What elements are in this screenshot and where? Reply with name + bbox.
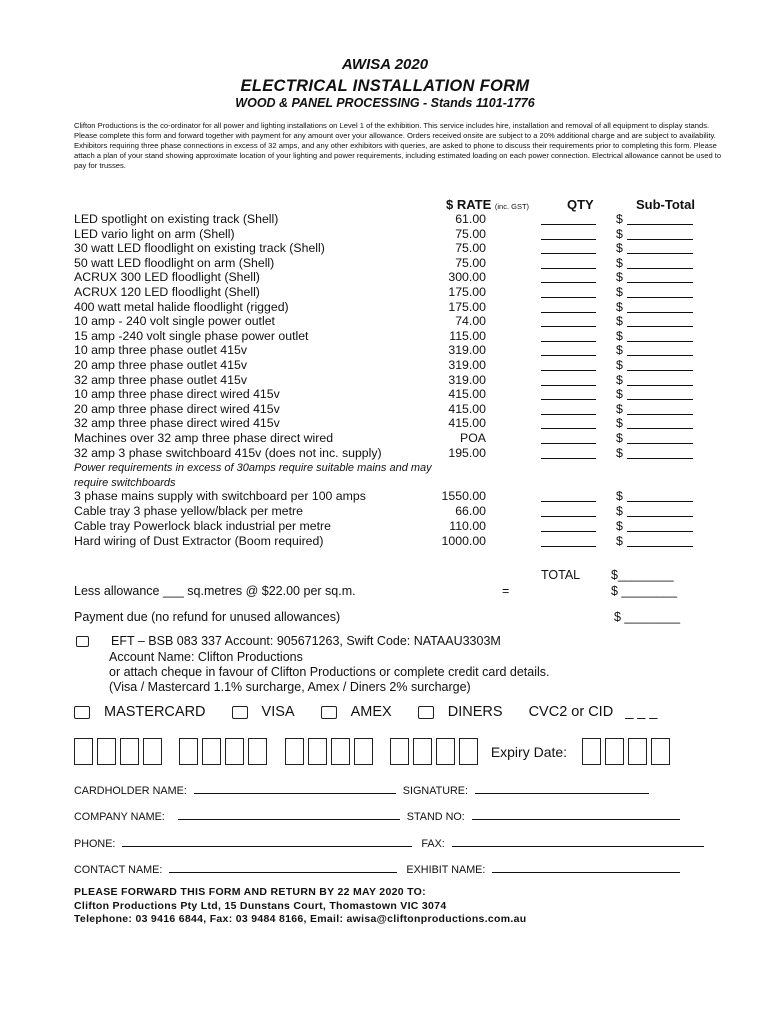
footer-instructions — [74, 886, 526, 927]
item-row — [74, 416, 694, 431]
item-subtotal-currency: $ — [616, 519, 623, 533]
diners-label: DINERS — [447, 704, 503, 720]
signature-field[interactable] — [475, 783, 649, 794]
item-rate: POA — [460, 431, 486, 445]
item-qty-field[interactable] — [541, 227, 596, 240]
signature-label: SIGNATURE: — [402, 785, 468, 797]
item-subtotal-field[interactable] — [627, 416, 693, 429]
total-label: TOTAL — [541, 568, 581, 582]
item-rate: 1550.00 — [441, 489, 486, 503]
item-subtotal-field[interactable] — [627, 300, 693, 313]
item-description: LED spotlight on existing track (Shell) — [74, 212, 279, 226]
item-subtotal-currency: $ — [616, 534, 623, 548]
expiry-date-boxes[interactable] — [582, 738, 674, 765]
item-subtotal-currency: $ — [616, 358, 623, 372]
item-row — [74, 343, 694, 358]
item-rate: 110.00 — [449, 519, 486, 533]
stands-heading: WOOD & PANEL PROCESSING - Stands 1101-1776 — [235, 96, 535, 110]
item-qty-field[interactable] — [541, 314, 596, 327]
cardholder-label: CARDHOLDER NAME: — [74, 785, 187, 797]
item-qty-field[interactable] — [541, 489, 596, 502]
item-row — [74, 256, 694, 271]
amex-option[interactable] — [321, 704, 392, 720]
item-subtotal-field[interactable] — [627, 329, 693, 342]
eft-line-4: (Visa / Mastercard 1.1% surcharge, Amex / Diners 2% surcharge) — [109, 680, 471, 694]
item-qty-field[interactable] — [541, 212, 596, 225]
total-field[interactable]: $________ — [611, 568, 674, 582]
item-row — [74, 504, 694, 519]
rate-column-header — [446, 197, 529, 212]
intro-paragraph: Clifton Productions is the co-ordinator for all power and lighting installations on Level 1 of the exhibition. This service includes hire, installation and removal of all equipment to display stands. Please complete this form and forward together with payment for any amount over your allowance. Orders received onsite are subject to a 20% additional charge and are subject to availability. Exhibitors requiring three phase connections in excess of 32 amps, and any other exhibitors with queries, are asked to phone to discuss their requirements prior to completing this form. Please attach a plan of your stand showing approximate location of your lighting and power requirements, including estimated loading on each power connection. Electrical allowance cannot be used to pay for trusses. — [74, 121, 722, 171]
item-subtotal-field[interactable] — [627, 431, 693, 444]
subtotal-column-header: Sub-Total — [636, 197, 695, 212]
item-description: LED vario light on arm (Shell) — [74, 226, 235, 241]
item-rate: 61.00 — [455, 212, 486, 226]
item-row — [74, 314, 694, 329]
item-subtotal-field[interactable] — [627, 489, 693, 502]
item-qty-field[interactable] — [541, 241, 596, 254]
rate-header-note: (inc. GST) — [494, 202, 530, 211]
company-row — [74, 809, 680, 823]
form-subtitle: ELECTRICAL INSTALLATION FORM — [240, 77, 530, 95]
diners-option[interactable] — [418, 704, 503, 720]
item-rate: 75.00 — [455, 241, 486, 256]
item-rate: 415.00 — [448, 387, 486, 402]
cardholder-row — [74, 783, 649, 797]
item-qty-field[interactable] — [541, 519, 596, 532]
item-description: 32 amp three phase direct wired 415v — [74, 416, 280, 431]
visa-checkbox[interactable] — [232, 706, 248, 719]
visa-label: VISA — [261, 704, 295, 720]
item-subtotal-field[interactable] — [627, 387, 693, 400]
allowance-line: Less allowance ___ sq.metres @ $22.00 per sq.m. — [74, 584, 356, 598]
item-subtotal-currency: $ — [616, 445, 623, 460]
item-row — [74, 285, 694, 300]
mastercard-checkbox[interactable] — [74, 706, 90, 719]
item-subtotal-field[interactable] — [627, 519, 693, 532]
payment-due-line: Payment due (no refund for unused allowances) — [74, 610, 341, 624]
item-row — [74, 402, 694, 417]
qty-column-header: QTY — [567, 197, 594, 212]
phone-row — [74, 836, 704, 850]
card-number-group-1[interactable] — [74, 738, 166, 765]
item-subtotal-field[interactable] — [627, 343, 693, 356]
item-description: Cable tray 3 phase yellow/black per metre — [74, 504, 303, 518]
item-description: 30 watt LED floodlight on existing track (Shell) — [74, 241, 325, 256]
card-number-row — [74, 738, 683, 765]
footer-line-2: Clifton Productions Pty Ltd, 15 Dunstans Court, Thomastown VIC 3074 — [74, 899, 447, 912]
mastercard-label: MASTERCARD — [104, 704, 206, 720]
expiry-label: Expiry Date: — [490, 743, 568, 760]
card-number-group-4[interactable] — [390, 738, 482, 765]
item-subtotal-field[interactable] — [627, 358, 693, 371]
item-subtotal-currency: $ — [616, 431, 623, 445]
item-subtotal-field[interactable] — [627, 256, 693, 269]
item-description: Machines over 32 amp three phase direct wired — [74, 431, 334, 445]
item-subtotal-currency: $ — [616, 212, 623, 226]
card-number-group-3[interactable] — [285, 738, 377, 765]
card-number-group-2[interactable] — [179, 738, 271, 765]
item-description: ACRUX 300 LED floodlight (Shell) — [74, 270, 260, 285]
cardholder-field[interactable] — [194, 783, 396, 794]
amex-checkbox[interactable] — [321, 706, 337, 719]
item-subtotal-field[interactable] — [627, 402, 693, 415]
item-rate: 75.00 — [455, 255, 486, 270]
item-qty-field[interactable] — [541, 358, 596, 371]
item-rate: 175.00 — [448, 285, 486, 299]
item-subtotal-field[interactable] — [627, 270, 693, 283]
item-rate: 319.00 — [448, 358, 486, 372]
item-description: 32 amp three phase outlet 415v — [74, 372, 247, 387]
eft-checkbox[interactable] — [76, 634, 89, 648]
phone-label: PHONE: — [74, 838, 116, 850]
item-qty-field[interactable] — [541, 402, 596, 415]
item-row — [74, 241, 694, 256]
item-qty-field[interactable] — [541, 329, 596, 342]
footer-line-3: Telephone: 03 9416 6844, Fax: 03 9484 8166, Email: awisa@cliftonproductions.com.au — [74, 913, 527, 925]
item-description: 15 amp -240 volt single phase power outlet — [74, 328, 309, 343]
item-subtotal-currency: $ — [616, 504, 623, 518]
fax-label: FAX: — [421, 838, 445, 850]
item-subtotal-field[interactable] — [627, 227, 693, 240]
power-note: Power requirements in excess of 30amps require suitable mains and may require switchboards — [74, 462, 432, 489]
visa-option[interactable] — [232, 704, 295, 720]
item-subtotal-field[interactable] — [627, 285, 693, 298]
item-description: 10 amp three phase direct wired 415v — [74, 387, 280, 402]
item-subtotal-currency: $ — [616, 416, 623, 431]
item-subtotal-currency: $ — [616, 372, 623, 387]
item-qty-field[interactable] — [541, 504, 596, 517]
item-subtotal-field[interactable] — [627, 534, 693, 547]
allowance-equals: = — [502, 584, 510, 598]
item-description: ACRUX 120 LED floodlight (Shell) — [74, 285, 260, 299]
form-title: AWISA 2020 — [341, 56, 429, 73]
eft-line-2: Account Name: Clifton Productions — [109, 650, 303, 664]
item-subtotal-currency: $ — [616, 285, 623, 299]
item-rate: 74.00 — [455, 314, 486, 329]
item-qty-field[interactable] — [541, 431, 596, 444]
item-rate: 319.00 — [448, 372, 486, 387]
item-subtotal-currency: $ — [616, 387, 623, 402]
exhibit-label: EXHIBIT NAME: — [406, 864, 486, 876]
rate-header-label: $ RATE — [446, 197, 492, 212]
exhibit-field[interactable] — [492, 862, 680, 873]
item-subtotal-field[interactable] — [627, 314, 693, 327]
item-rate: 300.00 — [448, 270, 486, 285]
allowance-field[interactable]: $ ________ — [611, 584, 678, 598]
item-description: 20 amp three phase outlet 415v — [74, 358, 247, 372]
item-rate: 1000.00 — [441, 534, 486, 548]
amex-label: AMEX — [350, 704, 392, 720]
item-qty-field[interactable] — [541, 270, 596, 283]
item-description: 32 amp 3 phase switchboard 415v (does not inc. supply) — [74, 445, 382, 460]
item-qty-field[interactable] — [541, 387, 596, 400]
item-subtotal-field[interactable] — [627, 212, 693, 225]
phone-field[interactable] — [122, 836, 412, 847]
item-qty-field[interactable] — [541, 446, 596, 459]
footer-line-1: PLEASE FORWARD THIS FORM AND RETURN BY 22 MAY 2020 TO: — [74, 886, 426, 898]
contact-label: CONTACT NAME: — [74, 864, 163, 876]
item-subtotal-currency: $ — [616, 401, 623, 416]
item-subtotal-currency: $ — [616, 270, 623, 285]
item-rate: 415.00 — [448, 416, 486, 431]
item-row — [74, 329, 694, 344]
eft-line-3: or attach cheque in favour of Clifton Productions or complete credit card details. — [109, 665, 550, 679]
item-description: 10 amp - 240 volt single power outlet — [74, 314, 275, 329]
contact-row — [74, 862, 680, 876]
item-description: Cable tray Powerlock black industrial per metre — [74, 519, 331, 533]
item-row — [74, 534, 694, 549]
diners-checkbox[interactable] — [418, 706, 434, 719]
item-description: 50 watt LED floodlight on arm (Shell) — [74, 255, 275, 270]
item-row — [74, 373, 694, 388]
item-row — [74, 431, 694, 446]
item-subtotal-currency: $ — [616, 343, 623, 358]
item-qty-field[interactable] — [541, 256, 596, 269]
item-qty-field[interactable] — [541, 534, 596, 547]
item-subtotal-currency: $ — [616, 299, 623, 314]
item-subtotal-currency: $ — [616, 255, 623, 270]
payment-due-field[interactable]: $ ________ — [614, 610, 681, 624]
item-subtotal-field[interactable] — [627, 504, 693, 517]
item-row — [74, 489, 694, 504]
item-row — [74, 358, 694, 373]
stand-label: STAND NO: — [406, 811, 465, 823]
item-rate: 75.00 — [455, 226, 486, 241]
item-row — [74, 270, 694, 285]
item-subtotal-field[interactable] — [627, 446, 693, 459]
item-qty-field[interactable] — [541, 343, 596, 356]
item-row — [74, 519, 694, 534]
item-rate: 175.00 — [448, 299, 486, 314]
item-rate: 319.00 — [448, 343, 486, 358]
item-description: Hard wiring of Dust Extractor (Boom required) — [74, 534, 324, 548]
item-row — [74, 300, 694, 315]
contact-field[interactable] — [169, 862, 397, 873]
item-subtotal-currency: $ — [616, 328, 623, 343]
fax-field[interactable] — [452, 836, 704, 847]
item-rate: 66.00 — [455, 504, 486, 518]
item-qty-field[interactable] — [541, 285, 596, 298]
item-description: 20 amp three phase direct wired 415v — [74, 401, 280, 416]
item-rate: 415.00 — [448, 401, 486, 416]
item-row — [74, 212, 694, 227]
item-description: 10 amp three phase outlet 415v — [74, 343, 247, 358]
item-row — [74, 387, 694, 402]
cvc-label: CVC2 or CID — [528, 704, 614, 720]
card-type-options — [74, 704, 657, 720]
item-rate: 115.00 — [449, 328, 486, 343]
item-qty-field[interactable] — [541, 416, 596, 429]
item-subtotal-field[interactable] — [627, 241, 693, 254]
company-field[interactable] — [178, 809, 400, 820]
cvc-field[interactable]: _ _ _ — [625, 704, 658, 720]
item-subtotal-currency: $ — [616, 241, 623, 256]
item-description: 3 phase mains supply with switchboard per 100 amps — [74, 489, 366, 503]
item-row — [74, 227, 694, 242]
stand-field[interactable] — [472, 809, 680, 820]
mastercard-option[interactable] — [74, 704, 206, 720]
item-qty-field[interactable] — [541, 373, 596, 386]
item-subtotal-currency: $ — [616, 314, 623, 329]
item-qty-field[interactable] — [541, 300, 596, 313]
item-rate: 195.00 — [448, 445, 486, 460]
item-subtotal-currency: $ — [616, 489, 623, 503]
eft-line-1: EFT – BSB 083 337 Account: 905671263, Swift Code: NATAAU3303M — [111, 634, 501, 648]
item-subtotal-currency: $ — [616, 226, 623, 241]
company-label: COMPANY NAME: — [74, 811, 165, 823]
item-description: 400 watt metal halide floodlight (rigged) — [74, 299, 289, 314]
item-subtotal-field[interactable] — [627, 373, 693, 386]
item-row — [74, 446, 694, 461]
